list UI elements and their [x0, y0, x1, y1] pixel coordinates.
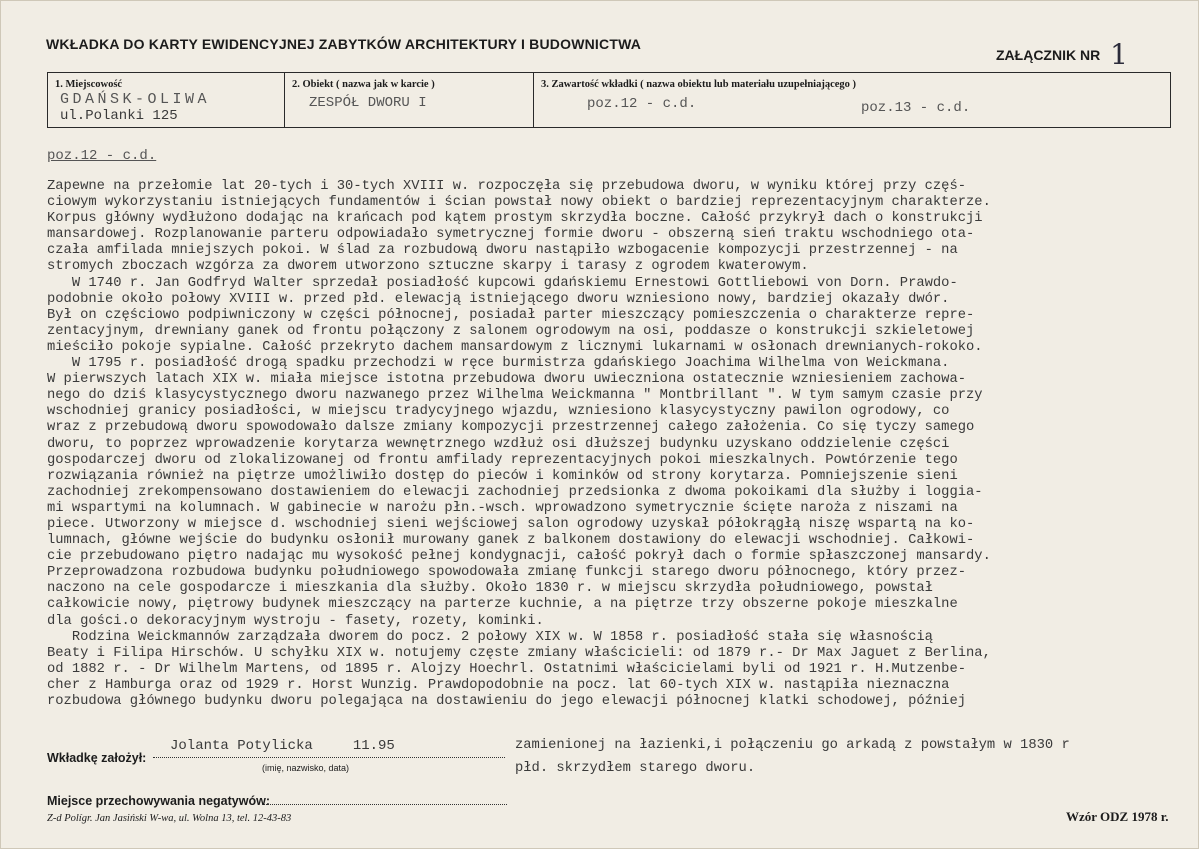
made-by-dotted-line — [153, 757, 505, 758]
negatives-dotted-line — [262, 804, 507, 805]
text-line: Korpus główny wydłużono dodając na krańcach pod kątem prostym skrzydła boczne. Całość przykrył dach o konstrukcji — [47, 211, 983, 227]
text-line: zachodniej zrekompensowano dostawieniem do elewacji zachodniej przedsionka z dwoma pokoikami dla służby i loggia- — [47, 484, 983, 500]
made-by-hint: (imię, nazwisko, data) — [262, 763, 350, 773]
text-line: mi wspartymi na kolumnach. W gabinecie w narożu płn.-wsch. wprowadzono symetrycznie ścięte naroża z niszami na — [47, 500, 958, 516]
locality-label: 1. Miejscowość — [55, 79, 123, 90]
contents-pos-12: poz.12 - c.d. — [587, 96, 697, 112]
text-line: cie przebudowano piętro nadając mu wysokość pełnej kondygnacji, całość pokrył dach o formie spłaszczonej mansardy. — [47, 549, 991, 565]
header-fields — [47, 72, 1171, 128]
locality-city: GDAŃSK-OLIWA — [60, 91, 211, 108]
typed-continuation-text — [515, 734, 1070, 780]
form-title: WKŁADKA DO KARTY EWIDENCYJNEJ ZABYTKÓW ARCHITEKTURY I BUDOWNICTWA — [46, 36, 642, 52]
text-line: Beaty i Filipa Hirschów. U schyłku XIX w. notujemy częste zmiany właścicieli: od 1879 r.- Dr Max Jaguet z Berlina, — [47, 645, 991, 661]
section-reference: poz.12 - c.d. — [47, 148, 157, 164]
negatives-label: Miejsce przechowywania negatywów: — [47, 794, 270, 808]
made-by-date: 11.95 — [352, 738, 395, 754]
text-line: od 1882 r. - Dr Wilhelm Martens, od 1895 r. Alojzy Hoechrl. Ostatnimi właścicielami byli od 1921 r. H.Mutzenbe- — [47, 661, 967, 677]
text-line: wraz z przebudową dworu spowodowało dalsze zmiany kompozycji przestrzennej całego założenia. Co się tyczy samego — [47, 420, 975, 436]
contents-pos-13: poz.13 - c.d. — [861, 100, 971, 116]
text-line: stromych zboczach wzgórza za dworem utworzono sztuczne skarpy i tarasy z ogrodem kwaterowym. — [47, 259, 809, 275]
form-code: Wzór ODZ 1978 r. — [1066, 809, 1169, 824]
text-line: mansardowej. Rozplanowanie parteru odpowiadało symetrycznej formie dworu - obszerną sień traktu wschodniego ota- — [47, 227, 975, 243]
contents-field — [534, 73, 1170, 127]
text-line: cher z Hamburga oraz od 1929 r. Horst Wunzig. Prawdopodobnie na pocz. lat 60-tych XIX w. nastąpiła nieznaczna — [47, 677, 950, 693]
text-line: mieściło pokoje sypialne. Całość przekryto dachem mansardowym z licznymi lukarnami w osłonach drewnianych-rokoko. — [47, 339, 983, 355]
object-label: 2. Obiekt ( nazwa jak w karcie ) — [292, 79, 435, 90]
text-line: Zapewne na przełomie lat 20-tych i 30-tych XVIII w. rozpoczęła się przebudowa dworu, w wyniku której przy częś- — [47, 179, 967, 194]
text-line: lumnach, główne wejście do budynku osłonił murowany ganek z balkonem dostawiony do elewacji wschodniej. Całkowi- — [47, 533, 975, 549]
text-line: rozwiązania również na piętrze umożliwiło dostęp do pieców i kominków od strony korytarza. Pomniejszenie sieni — [47, 468, 958, 484]
text-line: Rodzina Weickmannów zarządzała dworem do pocz. 2 połowy XIX w. W 1858 r. posiadłość stała się własnością — [47, 629, 933, 645]
text-line: ciowym wykorzystaniu istniejących fundamentów i ścian powstał nowy obiekt o bardziej reprezentacyjnym charakterze. — [47, 195, 991, 211]
locality-street: ul.Polanki 125 — [60, 108, 178, 124]
text-line: zentacyjnym, drewniany ganek od frontu połączony z salonem ogrodowym na osi, poddasze o konstrukcji szkieletowej — [47, 323, 975, 339]
made-by-value — [170, 738, 395, 754]
text-line: gospodarczej dworu od zlokalizowanej od frontu amfilady reprezentacyjnych pokoi mieszkalnych. Powtórzenie tego — [47, 452, 958, 468]
printer-imprint: Z-d Polígr. Jan Jasiński W-wa, ul. Wolna 13, tel. 12-43-83 — [47, 813, 292, 824]
text-line: całkowicie nowy, piętrowy budynek mieszczący na parterze kuchnie, a na piętrze trzy obszerne pokoje mieszkalne — [47, 597, 958, 613]
text-line: W 1740 r. Jan Godfryd Walter sprzedał posiadłość kupcowi gdańskiemu Ernestowi Gottliebowi von Dorn. Prawdo- — [47, 275, 958, 291]
text-line: rozbudowa głównego budynku dworu polegająca na dostawieniu do jego elewacji północnej klatki schodowej, później — [47, 694, 967, 709]
text-line: czała amfilada mniejszych pokoi. W ślad za rozbudową dworu nastąpiło wzbogacenie kompozycji przestrzennej - na — [47, 243, 958, 259]
made-by-name: Jolanta Potylicka — [170, 738, 313, 754]
annex-number: 1 — [1110, 38, 1128, 71]
made-by-label: Wkładkę założył: — [47, 751, 147, 765]
object-field — [285, 73, 534, 127]
contents-label: 3. Zawartość wkładki ( nazwa obiektu lub materiału uzupełniającego ) — [541, 79, 857, 90]
locality-field — [48, 73, 285, 127]
text-line: Był on częściowo podpiwniczony w części północnej, posiadał parter mieszczący pomieszczenia o charakterze repre- — [47, 307, 975, 323]
text-line: zamienionej na łazienki,i połączeniu go arkadą z powstałym w 1830 r — [515, 738, 1070, 753]
text-line: naczono na cele gospodarcze i mieszkania dla służby. Około 1830 r. w miejscu skrzydła południowego, powstał — [47, 581, 933, 597]
text-line: dla gości.o dekoracyjnym wystroju - fasety, rozety, kominki. — [47, 613, 544, 629]
text-line: Przeprowadzona rozbudowa budynku południowego spowodowała zmianę funkcji starego dworu północnego, który przez- — [47, 565, 967, 581]
text-line: piece. Utworzony w miejsce d. wschodniej sieni wejściowej salon ogrodowy uzyskał półokrągłą niszę wspartą na ko- — [47, 516, 975, 532]
text-line: wschodniej granicy posiadłości, w miejscu tradycyjnego wjazdu, wzniesiono klasycystyczny pawilon ogrodowy, co — [47, 404, 950, 420]
annex-label-text: ZAŁĄCZNIK NR — [996, 47, 1101, 63]
object-value: ZESPÓŁ DWORU I — [309, 95, 427, 111]
text-line: podobnie około połowy XVIII w. przed płd. elewacją istniejącego dworu wzniesiono nowy, bardziej okazały dwór. — [47, 291, 950, 307]
text-line: płd. skrzydłem starego dworu. — [515, 761, 756, 776]
text-line: W pierwszych latach XIX w. miała miejsce istotna przebudowa dworu uwieczniona ostatecznie wzniesieniem zachowa- — [47, 372, 967, 388]
annex-label — [996, 34, 1128, 71]
text-line: nego do dziś klasycystycznego dworu nazwanego przez Wilhelma Weickmanna " Montbrillant ". W tym samym czasie przy — [47, 388, 983, 404]
text-line: dworu, to poprzez wprowadzenie korytarza wewnętrznego wzdłuż osi dłuższej budynku uzyskano oddzielenie części — [47, 436, 950, 452]
text-line: W 1795 r. posiadłość drogą spadku przechodzi w ręce burmistrza gdańskiego Joachima Wilhelma von Weickmana. — [47, 356, 950, 372]
typed-body-text — [47, 179, 1197, 710]
